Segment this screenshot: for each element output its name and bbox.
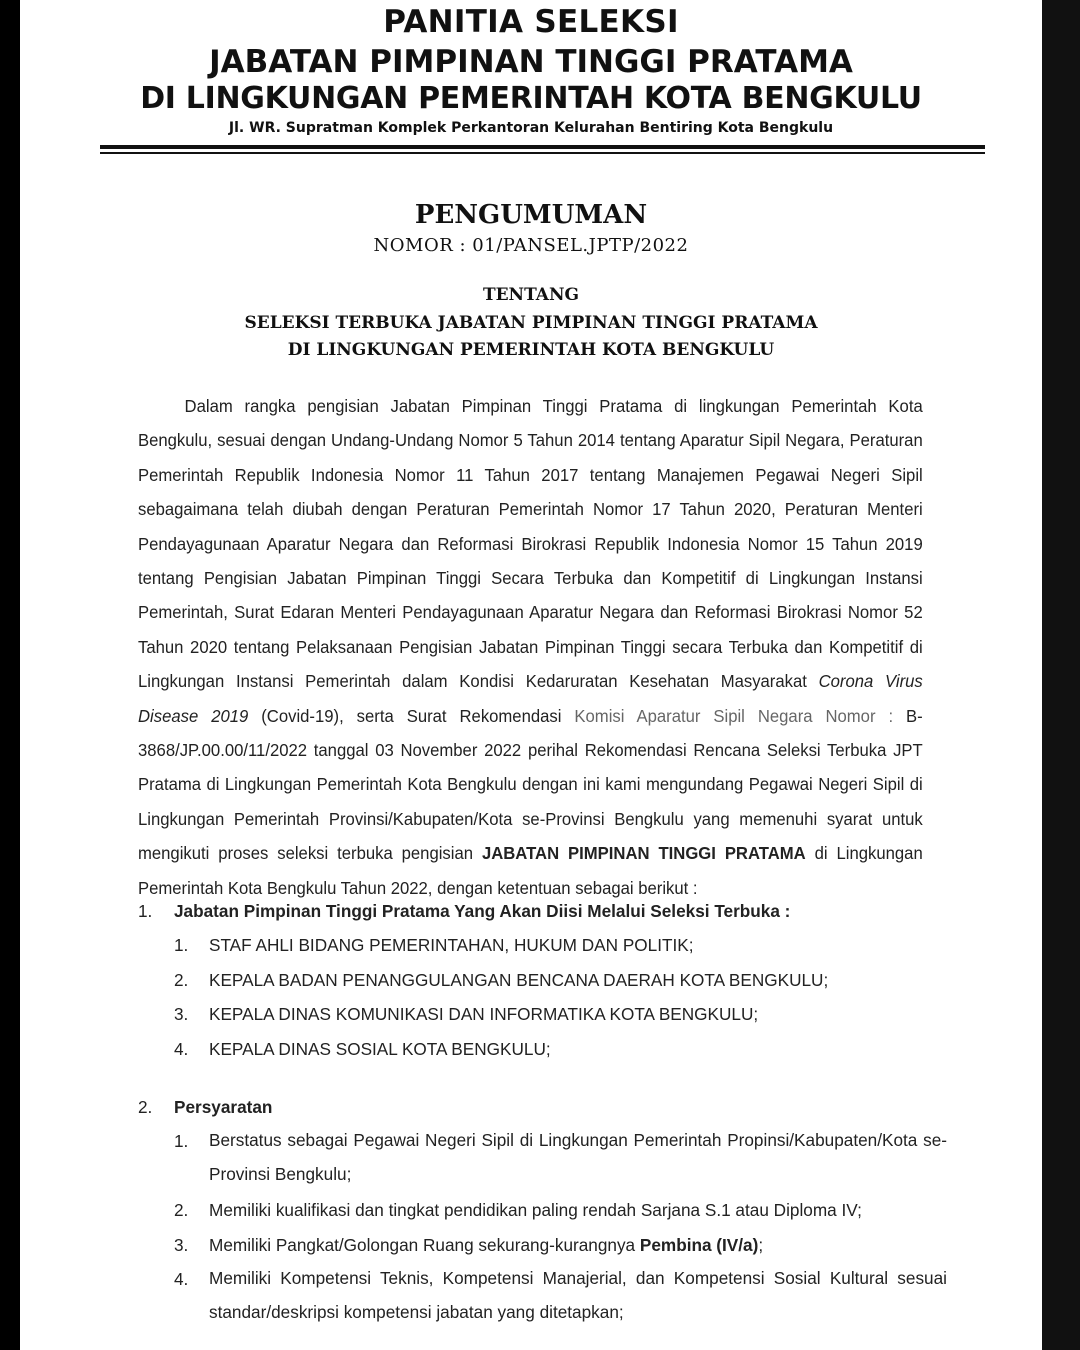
announcement-subject-1: SELEKSI TERBUKA JABATAN PIMPINAN TINGGI PRATAMA	[244, 313, 818, 333]
section-2-item: Memiliki Kompetensi Teknis, Kompetensi Manajerial, dan Kompetensi Sosial Kultural sesuai standar/deskripsi kompetensi jabatan yang ditetapkan;	[209, 1268, 947, 1323]
section-2-item	[209, 1235, 947, 1256]
section-2-item: Berstatus sebagai Pegawai Negeri Sipil di Lingkungan Pemerintah Propinsi/Kabupaten/Kota se-Provinsi Bengkulu;	[209, 1130, 947, 1185]
section-1-number: 1.	[138, 901, 153, 921]
announcement-about: TENTANG	[482, 285, 580, 305]
intro-text-1: Dalam rangka pengisian Jabatan Pimpinan Tinggi Pratama di lingkungan Pemerintah Kota Bengkulu, sesuai dengan Undang-Undang Nomor 5 Tahun 2014 tentang Aparatur Sipil Negara, Peraturan Pemerintah Republik Indonesia Nomor 11 Tahun 2017 tentang Manajemen Pegawai Negeri Sipil sebagaimana telah diubah dengan Peraturan Pemerintah Nomor 17 Tahun 2020, Peraturan Menteri Pendayagunaan Aparatur Negara dan Reformasi Birokrasi Republik Indonesia Nomor 15 Tahun 2019 tentang Pengisian Jabatan Pimpinan Tinggi Secara Terbuka dan Kompetitif di Lingkungan Instansi Pemerintah, Surat Edaran Menteri Pendayagunaan Aparatur Negara dan Reformasi Birokrasi Nomor 52 Tahun 2020 tentang Pelaksanaan Pengisian Jabatan Pimpinan Tinggi secara Terbuka dan Kompetitif di Lingkungan Instansi Pemerintah dalam Kondisi Kedaruratan Kesehatan Masyarakat	[138, 396, 923, 692]
letterhead-line-1: PANITIA SELEKSI	[383, 4, 679, 40]
letterhead-rule-thin	[100, 152, 985, 154]
section-2-number: 2.	[138, 1097, 153, 1117]
letterhead-rule-thick	[100, 145, 985, 149]
section-1-item-number: 1.	[174, 935, 189, 955]
section-2-item-text: Memiliki Pangkat/Golongan Ruang sekurang-kurangnya	[209, 1235, 640, 1255]
section-1-item-number: 3.	[174, 1004, 189, 1024]
section-1-title: Jabatan Pimpinan Tinggi Pratama Yang Akan Diisi Melalui Seleksi Terbuka :	[174, 901, 791, 921]
section-2-title: Persyaratan	[174, 1097, 273, 1117]
section-2-item-text-end: ;	[758, 1235, 764, 1255]
section-1-item: KEPALA DINAS SOSIAL KOTA BENGKULU;	[209, 1039, 551, 1059]
announcement-title: PENGUMUMAN	[414, 200, 648, 230]
screen-edge	[1042, 0, 1080, 1350]
section-1-item-number: 2.	[174, 970, 189, 990]
section-2-item-bold: Pembina (IV/a)	[639, 1235, 759, 1255]
announcement-number: NOMOR : 01/PANSEL.JPTP/2022	[373, 235, 689, 256]
intro-text-3: B-3868/JP.00.00/11/2022 tanggal 03 November 2022 perihal Rekomendasi Rencana Seleksi Terbuka JPT Pratama di Lingkungan Pemerintah Kota Bengkulu dengan ini kami mengundang Pegawai Negeri Sipil di Lingkungan Pemerintah Provinsi/Kabupaten/Kota se-Provinsi Bengkulu yang memenuhi syarat untuk mengikuti proses seleksi terbuka pengisian	[138, 705, 923, 864]
document-page	[20, 0, 1042, 1350]
section-1-item: KEPALA BADAN PENANGGULANGAN BENCANA DAERAH KOTA BENGKULU;	[209, 970, 829, 990]
intro-text-2: (Covid-19), serta Surat Rekomendasi	[248, 705, 575, 726]
section-2-item-number: 4.	[174, 1269, 189, 1289]
letterhead-line-3: DI LINGKUNGAN PEMERINTAH KOTA BENGKULU	[140, 81, 922, 116]
letterhead-address: Jl. WR. Supratman Komplek Perkantoran Kelurahan Bentiring Kota Bengkulu	[228, 120, 834, 136]
section-1-item: STAF AHLI BIDANG PEMERINTAHAN, HUKUM DAN POLITIK;	[209, 935, 694, 955]
section-2-item: Memiliki kualifikasi dan tingkat pendidikan paling rendah Sarjana S.1 atau Diploma IV;	[209, 1200, 862, 1220]
section-1-item-number: 4.	[174, 1039, 189, 1059]
intro-bold: JABATAN PIMPINAN TINGGI PRATAMA	[481, 843, 806, 864]
section-2-item-number: 2.	[174, 1200, 189, 1220]
section-1-item: KEPALA DINAS KOMUNIKASI DAN INFORMATIKA KOTA BENGKULU;	[209, 1004, 759, 1024]
intro-paragraph	[138, 389, 923, 905]
section-2-item-number: 3.	[174, 1235, 189, 1255]
intro-italic: Corona Virus Disease 2019	[138, 671, 923, 726]
section-2-item-number: 1.	[174, 1131, 189, 1151]
intro-text-4: di Lingkungan Pemerintah Kota Bengkulu Tahun 2022, dengan ketentuan sebagai berikut :	[138, 843, 923, 898]
letterhead-line-2: JABATAN PIMPINAN TINGGI PRATAMA	[209, 44, 853, 80]
intro-gray: Komisi Aparatur Sipil Negara Nomor :	[574, 705, 894, 726]
announcement-subject-2: DI LINGKUNGAN PEMERINTAH KOTA BENGKULU	[287, 340, 775, 360]
